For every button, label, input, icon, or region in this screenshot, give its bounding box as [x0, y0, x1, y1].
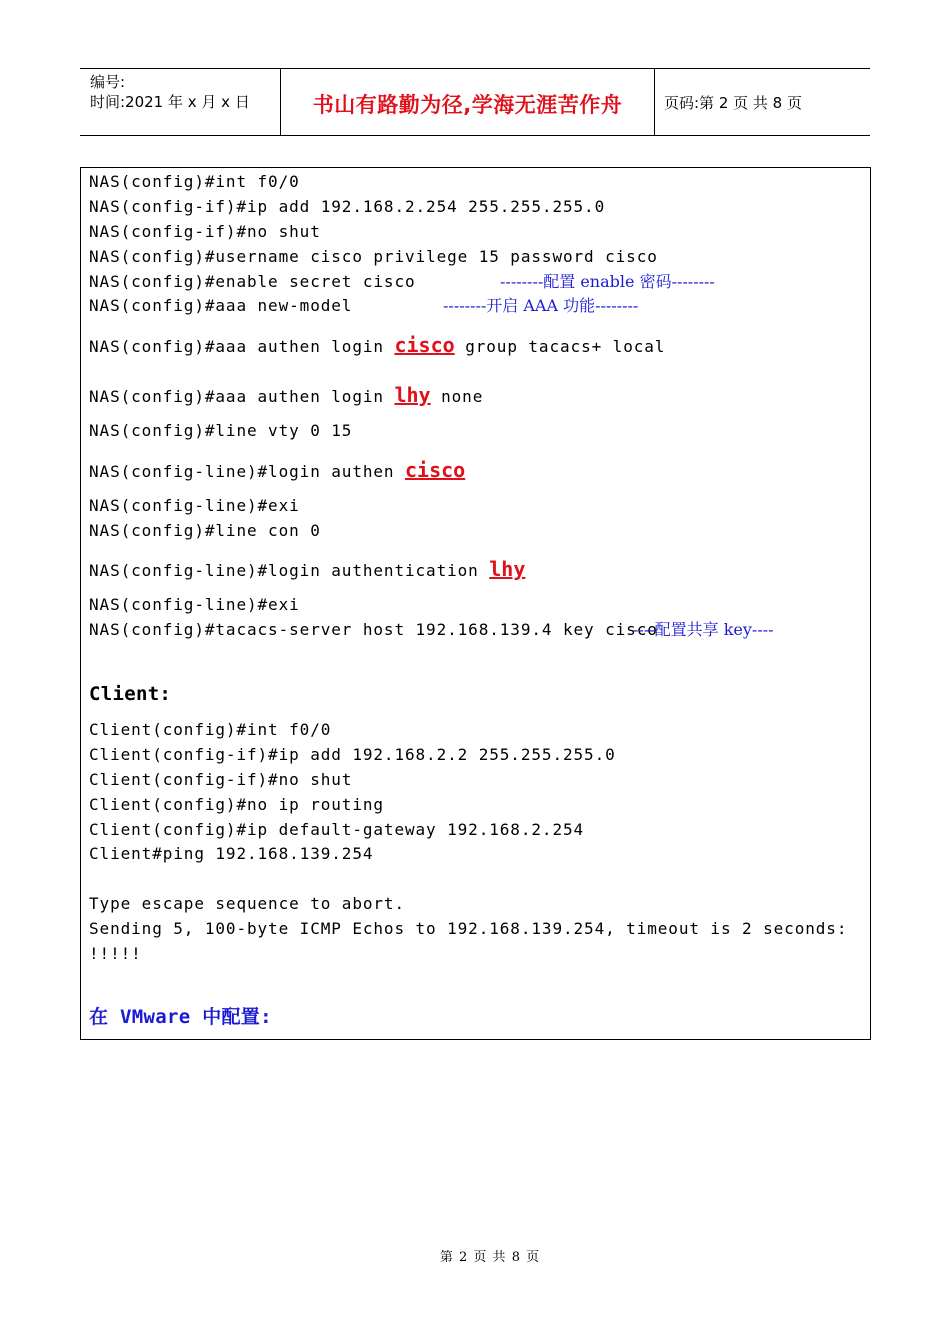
- code-line: !!!!!: [89, 944, 142, 963]
- code-line: NAS(config-if)#ip add 192.168.2.254 255.255.255.0: [89, 197, 606, 216]
- code-line-login-authentication: NAS(config-line)#login authentication lhy: [89, 557, 526, 581]
- motto: 书山有路勤为径,学海无涯苦作舟: [312, 93, 623, 117]
- code-line: Client(config-if)#ip add 192.168.2.2 255.255.255.0: [89, 745, 616, 764]
- note-aaa: --------开启 AAA 功能--------: [443, 296, 639, 315]
- code-line: NAS(config-if)#no shut: [89, 222, 321, 241]
- code-line: NAS(config)#int f0/0: [89, 172, 300, 191]
- code-line: NAS(config)#tacacs-server host 192.168.139.4 key cisco: [89, 620, 658, 639]
- header-left-cell: [80, 69, 281, 135]
- note-shared-key: ----配置共享 key----: [633, 620, 774, 639]
- code-line: Client(config)#int f0/0: [89, 720, 332, 739]
- code-line: Client(config-if)#no shut: [89, 770, 353, 789]
- header-center-cell: [281, 69, 655, 135]
- client-heading: Client:: [89, 683, 172, 705]
- code-line: NAS(config)#line con 0: [89, 521, 321, 540]
- time-label: 时间:2021 年 x 月 x 日: [90, 93, 250, 111]
- header-right-cell: [655, 69, 870, 135]
- code-line: Client(config)#no ip routing: [89, 795, 384, 814]
- code-line: NAS(config-line)#exi: [89, 595, 300, 614]
- vmware-heading: 在 VMware 中配置:: [89, 1006, 272, 1028]
- page-label: 页码:第 2 页 共 8 页: [664, 93, 802, 112]
- code-line: Client#ping 192.168.139.254: [89, 844, 374, 863]
- header-table: [80, 68, 870, 136]
- highlight-method: lhy: [394, 383, 431, 407]
- highlight-method: cisco: [394, 333, 455, 357]
- content-box: [80, 167, 871, 1040]
- code-line: NAS(config)#username cisco privilege 15 password cisco: [89, 247, 658, 266]
- code-line: Client(config)#ip default-gateway 192.168.2.254: [89, 820, 585, 839]
- code-label: 编号:: [90, 73, 126, 91]
- code-line-login-authen: NAS(config-line)#login authen cisco: [89, 458, 466, 482]
- highlight-method: cisco: [404, 458, 466, 482]
- code-line: NAS(config)#line vty 0 15: [89, 421, 353, 440]
- code-line: NAS(config-line)#exi: [89, 496, 300, 515]
- highlight-method: lhy: [489, 557, 526, 581]
- code-line: Sending 5, 100-byte ICMP Echos to 192.168.139.254, timeout is 2 seconds:: [89, 919, 848, 938]
- code-line-aaa-login: NAS(config)#aaa authen login cisco group tacacs+ local: [89, 333, 666, 357]
- code-line: Type escape sequence to abort.: [89, 894, 405, 913]
- code-line: NAS(config)#aaa new-model: [89, 296, 353, 315]
- code-line-aaa-login: NAS(config)#aaa authen login lhy none: [89, 383, 484, 407]
- page-footer: 第 2 页 共 8 页: [439, 1250, 541, 1265]
- note-enable-secret: --------配置 enable 密码--------: [500, 272, 715, 291]
- code-line: NAS(config)#enable secret cisco: [89, 272, 416, 291]
